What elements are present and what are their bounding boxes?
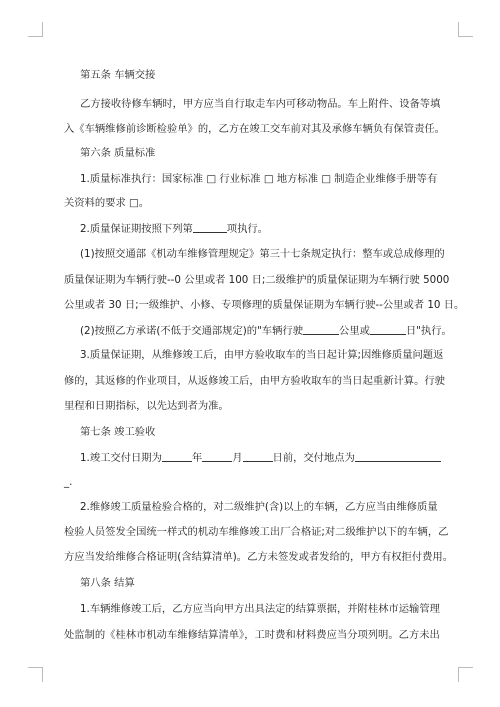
paragraph-line: [80, 221, 436, 236]
paragraph-line: (1)按照交通部《机动车维修管理规定》第三十七条规定执行：整车或总成修理的: [80, 248, 445, 260]
line-text: 月: [232, 452, 243, 464]
paragraph-line: 关资料的要求 □。: [64, 197, 150, 209]
paragraph-line: 1.车辆维修竣工后，乙方应当向甲方出具法定的结算票据，并附桂林市运输管理: [80, 603, 440, 615]
crop-mark-bottom-right: [458, 667, 473, 682]
article-7-heading: 第七条 竣工验收: [80, 426, 156, 438]
article-8-heading: 第八条 结算: [80, 577, 135, 589]
crop-mark-top-left: [28, 22, 43, 37]
line-text: 2.质量保证期按照下列第: [80, 223, 193, 235]
paragraph-line: 2.维修竣工质量检验合格的，对二级维护(含)以上的车辆，乙方应当由维修质量: [80, 501, 438, 513]
article-5-heading: 第五条 车辆交接: [80, 69, 156, 81]
paragraph-line: 修的，其返修的作业项目，从返修竣工后，由甲方验收取车的当日起重新计算。行驶: [64, 375, 445, 387]
crop-mark-bottom-left: [28, 667, 43, 682]
fill-in-blank[interactable]: [370, 323, 406, 335]
fill-in-blank[interactable]: [303, 323, 339, 335]
paragraph-line: 方应当发给维修合格证明(含结算清单)。乙方未签发或者发给的，甲方有权拒付费用。: [64, 551, 454, 563]
fill-in-blank[interactable]: [243, 450, 273, 462]
line-text: 日前，交付地点为: [272, 452, 355, 464]
line-text: 日"执行。: [405, 325, 452, 337]
paragraph-line: 乙方接收待修车辆时，甲方应当自行取走车内可移动物品。车上附件、设备等填: [80, 98, 441, 110]
paragraph-line: 3.质量保证期，从维修竣工后，由甲方验收取车的当日起计算;因维修质量问题返: [80, 349, 444, 361]
paragraph-line: 1.质量标准执行：国家标准 □ 行业标准 □ 地方标准 □ 制造企业维修手册等有: [80, 173, 438, 185]
paragraph-line: 处监制的《桂林市机动车维修结算清单》，工时费和材料费应当分项列明。乙方未出: [64, 629, 440, 641]
fill-in-blank[interactable]: [202, 450, 232, 462]
fill-in-blank[interactable]: [355, 450, 441, 462]
fill-in-blank[interactable]: [162, 450, 192, 462]
line-text: (2)按照乙方承诺(不低于交通部规定)的"车辆行驶: [80, 325, 303, 337]
paragraph-line: 公里或者 30 日;一级维护、小修、专项修理的质量保证期为车辆行驶--公里或者 10 日。: [64, 299, 465, 311]
paragraph-line: 入《车辆维修前诊断检验单》的，乙方在竣工交车前对其及承修车辆负有保管责任。: [64, 123, 445, 135]
paragraph-line: 检验人员签发全国统一样式的机动车维修竣工出厂合格证;对二级维护以下的车辆，乙: [64, 526, 449, 538]
paragraph-line: 质量保证期为车辆行驶--0 公里或者 100 日;二级维护的质量保证期为车辆行驶 5000: [64, 274, 450, 286]
crop-mark-top-right: [458, 22, 473, 37]
line-text: 1.竣工交付日期为: [80, 452, 162, 464]
line-text: 年: [191, 452, 203, 464]
paragraph-line: [80, 450, 436, 465]
line-text: 项执行。: [226, 223, 268, 235]
article-6-heading: 第六条 质量标准: [80, 147, 156, 159]
paragraph-line: [80, 323, 452, 338]
fill-in-blank[interactable]: [193, 221, 227, 233]
line-text: 公里或: [339, 325, 370, 337]
paragraph-line: _.: [64, 476, 73, 488]
paragraph-line: 里程和日期指标，以先达到者为准。: [64, 400, 229, 412]
